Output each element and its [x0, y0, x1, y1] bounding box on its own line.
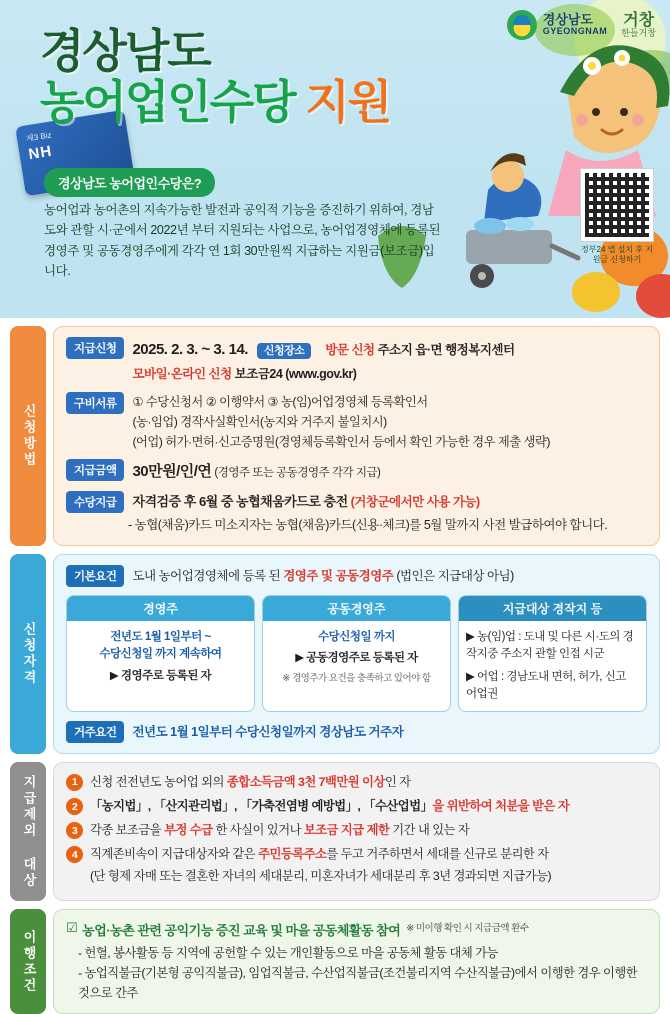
tab-exclusion-label: 지급제외 대상 [21, 774, 37, 889]
qualification-body [53, 554, 660, 754]
intro-badge: 경상남도 농어업인수당은? [44, 168, 215, 197]
tab-qualification [10, 554, 46, 754]
qr-pattern [585, 173, 649, 237]
exclusion-text-4c: 를 두고 거주하면서 세대를 신규로 분리한 자 [326, 847, 549, 862]
apply-docs-line-2: (농·임업) 경작사실확인서(농지와 거주지 불일치시) [132, 414, 387, 429]
qualification-residency-pill: 거주요건 [66, 721, 124, 743]
tab-apply-method [10, 326, 46, 546]
exclusion-text-1b: 종합소득금액 3천 7백만원 이상 [226, 775, 385, 790]
qualification-column-co-owner [262, 595, 451, 712]
qualification-base-text-c: (법인은 지급대상 아님) [393, 568, 514, 583]
apply-amount-pill: 지급금액 [66, 459, 124, 481]
section-qualification [10, 554, 660, 754]
implementation-item-1: - 헌혈, 봉사활동 등 지역에 공헌할 수 있는 개인활동으로 마을 공동체 활동 대체 가능 [78, 946, 498, 961]
exclusion-number-3: 3 [66, 822, 83, 839]
exclusion-text-2b: 을 위반하여 처분을 받은 자 [432, 799, 570, 814]
qualification-column-co-owner-body [263, 621, 450, 694]
exclusion-subnote: (단 형제 자매 또는 결혼한 자녀의 세대분리, 미혼자녀가 세대분리 후 3년 경과되면 지급가능) [90, 869, 552, 884]
qualification-column-owner-head: 경영주 [67, 596, 254, 621]
exclusion-item-3 [66, 821, 647, 840]
apply-pay-pill: 수당지급 [66, 491, 124, 513]
geochang-logo-t2: 한들거창 [621, 27, 656, 38]
implementation-head: 농업·농촌 관련 공익기능 증진 교육 및 마을 공동체활동 참여 [82, 923, 401, 939]
tab-qualification-label: 신청자격 [21, 622, 37, 687]
implementation-head-row [66, 920, 647, 939]
check-icon: ☑ [66, 920, 78, 936]
apply-date-row [66, 337, 647, 385]
apply-visit-label: 방문 신청 [325, 343, 375, 357]
qualification-base-row [66, 565, 647, 587]
apply-date-value: 2025. 2. 3. ~ 3. 14. [132, 341, 248, 358]
card-biz-label: 제3 Biz [25, 130, 53, 144]
qual-co-l1: 수당신청일 까지 [318, 631, 395, 644]
exclusion-text-2a: 「농지법」, 「산지관리법」, 「가축전염병 예방법」, 「수산업법」 [90, 799, 433, 814]
intro-paragraph: 농어업과 농어촌의 지속가능한 발전과 공익적 기능을 증진하기 위하여, 경남도와 관할 시·군에서 2022년 부터 지원되는 사업으로, 농어업경영체에 등록된 경영주 및 공동경영주에게 각각 연 1회 30만원씩 지급하는 지원금(보조금)입니다. [44, 203, 441, 278]
exclusion-text-3b: 부정 수급 [164, 823, 213, 838]
poster-header [0, 0, 670, 318]
apply-visit-value: 주소지 읍·면 행정복지센터 [377, 343, 515, 357]
apply-online-value: 보조금24 (www.gov.kr) [234, 367, 357, 382]
exclusion-text-4a: 직계존비속이 지급대상자와 같은 [90, 847, 259, 862]
gyeongnam-logo-ko: 경상남도 [542, 12, 593, 28]
qual-co-l2: ▶ 공동경영주로 등록된 자 [295, 652, 418, 665]
qr-code[interactable] [580, 168, 654, 242]
qualification-column-land-head: 지급대상 경작지 등 [459, 596, 646, 621]
gyeongnam-logo [507, 10, 608, 40]
logo-group [507, 10, 656, 40]
geochang-logo [621, 13, 656, 38]
tab-apply-method-label: 신청방법 [21, 404, 37, 469]
poster-title-line2 [40, 78, 390, 126]
exclusion-text-4 [90, 845, 549, 864]
exclusion-item-2 [66, 797, 647, 816]
qualification-base-text-b: 경영주 및 공동경영주 [283, 568, 394, 583]
apply-docs-text [132, 392, 550, 453]
qual-co-note: ※ 경영주가 요건을 충족하고 있어야 함 [282, 672, 431, 684]
apply-pay-sub: - 농협(채움)카드 미소지자는 농협(채움)카드(신용·체크)를 5월 말까지 사전 발급하여야 합니다. [128, 517, 608, 532]
qualification-column-land-body [459, 621, 646, 711]
qual-land-l1: ▶ 농(임)업 : 도내 및 다른 시·도의 경작지중 주소지 관할 인접 시군 [466, 631, 634, 661]
exclusion-number-1: 1 [66, 774, 83, 791]
qualification-column-land [458, 595, 647, 712]
apply-pay-row [66, 491, 647, 513]
qualification-base-text-a: 도내 농어업경영체에 등록 된 [132, 568, 284, 583]
apply-online-label: 모바일·온라인 신청 [132, 367, 232, 382]
poster-title-line1: 경상남도 [40, 25, 210, 77]
apply-date-text [132, 337, 514, 385]
poster-title-line2-main: 농어업인수당 [40, 76, 295, 128]
exclusion-text-4b: 주민등록주소 [258, 847, 327, 862]
apply-docs-row [66, 392, 647, 453]
qual-owner-l1: 전년도 1월 1일부터 ~ [110, 631, 211, 644]
exclusion-number-2: 2 [66, 798, 83, 815]
qualification-base-text [132, 566, 513, 586]
exclusion-text-3e: 기간 내 있는 자 [389, 823, 470, 838]
exclusion-text-3a: 각종 보조금을 [90, 823, 165, 838]
apply-amount-value: 30만원/인/연 [132, 463, 212, 481]
qualification-column-owner [66, 595, 255, 712]
apply-date-pill: 지급신청 [66, 337, 124, 359]
qualification-columns [66, 595, 647, 712]
exclusion-item-4 [66, 845, 647, 864]
qualification-residency-text: 전년도 1월 1일부터 수당신청일까지 경상남도 거주자 [132, 724, 404, 739]
section-implementation [10, 909, 660, 1014]
apply-pay-note: (거창군에서만 사용 가능) [350, 494, 480, 509]
apply-pay-value: 자격검증 후 6월 중 농협채움카드로 충전 [132, 493, 348, 509]
qual-owner-l2: 수당신청일 까지 계속하여 [99, 648, 222, 661]
tab-implementation-label: 이행조건 [21, 929, 37, 994]
gyeongnam-logo-icon [507, 10, 537, 40]
tab-implementation [10, 909, 46, 1014]
card-nh-label: NH [27, 142, 54, 164]
apply-docs-line-1: ① 수당신청서 ② 이행약서 ③ 농(임)어업경영체 등록확인서 [132, 394, 428, 409]
exclusion-text-3d: 보조금 지급 제한 [303, 823, 390, 838]
qual-land-l2: ▶ 어업 : 경남도내 면허, 허가, 신고 어업권 [466, 670, 626, 700]
exclusion-text-3 [90, 821, 469, 840]
apply-place-pill: 신청장소 [257, 343, 312, 359]
apply-docs-line-3: (어업) 허가·면허·신고증명원(경영체등록확인서 등에서 확인 가능한 경우 제출 생략) [132, 435, 550, 450]
exclusion-text-1a: 신청 전전년도 농어업 외의 [90, 775, 227, 790]
qual-owner-l3: ▶ 경영주로 등록된 자 [109, 669, 212, 682]
poster-title-line2-accent: 지원 [305, 76, 391, 128]
qr-block [580, 168, 654, 266]
apply-amount-row [66, 459, 647, 483]
implementation-item-2: - 농업직불금(기본형 공익직불금), 임업직불금, 수산업직불금(조건불리지역 수산직불금)에서 이행한 경우 이행한 것으로 간주 [78, 965, 638, 1000]
implementation-head-note: ※ 미이행 확인 시 지급금액 환수 [406, 923, 529, 935]
exclusion-text-2 [90, 797, 569, 816]
exclusion-item-1 [66, 773, 647, 792]
qualification-column-owner-body [67, 621, 254, 693]
geochang-logo-t1: 거창 [623, 11, 655, 29]
exclusion-text-1 [90, 773, 411, 792]
apply-amount-text [132, 459, 380, 483]
exclusion-text-3c: 한 사실이 있거나 [212, 823, 304, 838]
tab-exclusion [10, 762, 46, 901]
section-exclusion [10, 762, 660, 901]
qualification-base-pill: 기본요건 [66, 565, 124, 587]
exclusion-body [53, 762, 660, 901]
section-apply [10, 326, 660, 546]
exclusion-number-4: 4 [66, 846, 83, 863]
qualification-residency-row [66, 721, 647, 743]
apply-docs-pill: 구비서류 [66, 392, 124, 414]
apply-amount-note: (경영주 또는 공동경영주 각각 지급) [214, 467, 381, 480]
title-block [40, 25, 391, 128]
qr-caption: 정부24 앱 설치 후 지원금 신청하기 [581, 245, 653, 265]
qualification-column-co-owner-head: 공동경영주 [263, 596, 450, 621]
apply-pay-text [132, 491, 479, 512]
apply-body [53, 326, 660, 546]
implementation-body [53, 909, 660, 1014]
exclusion-text-1c: 인 자 [384, 775, 411, 790]
gyeongnam-logo-en: GYEONGNAM [542, 26, 608, 37]
